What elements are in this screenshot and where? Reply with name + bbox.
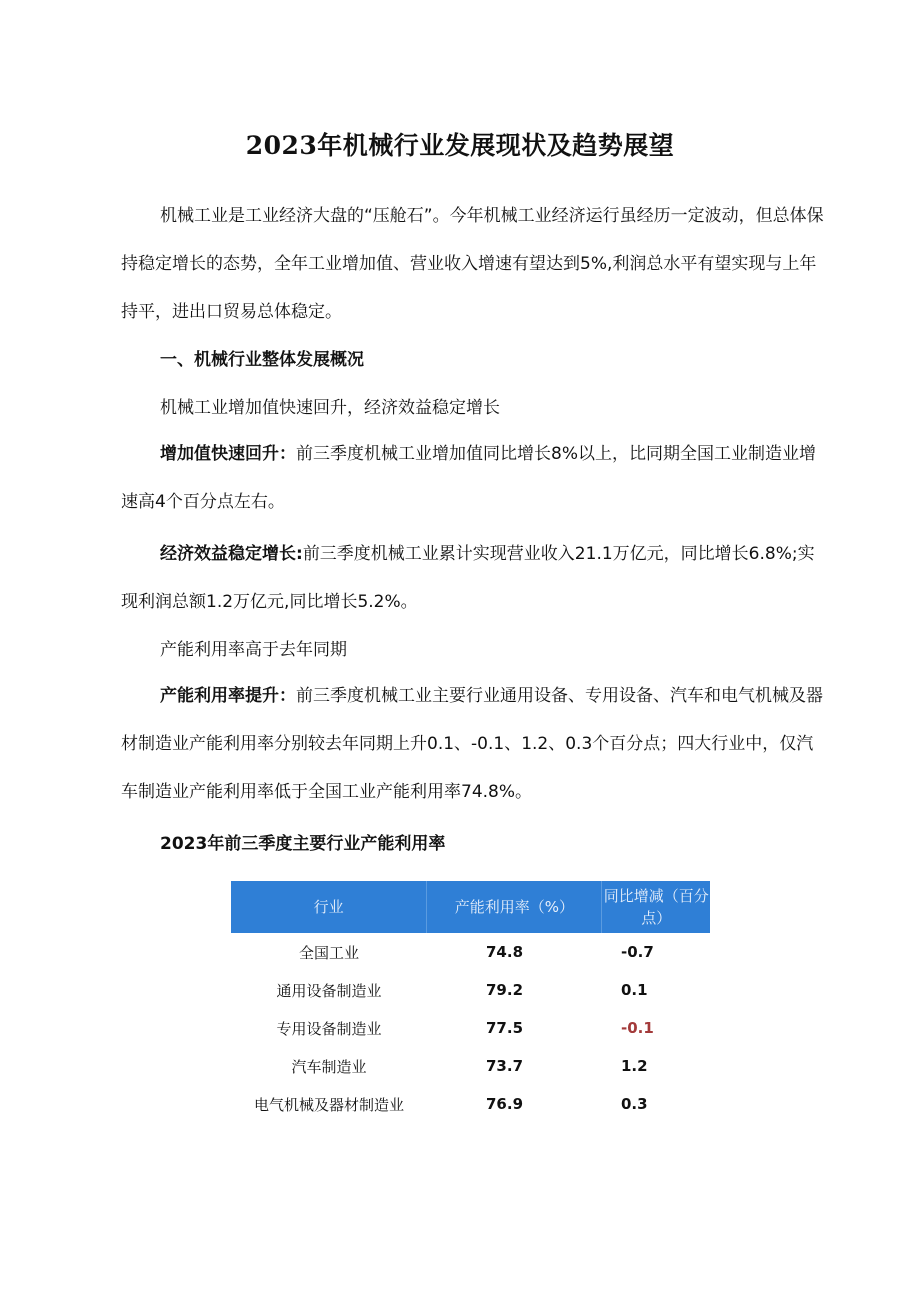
cell-industry: 汽车制造业 [291,1057,367,1076]
cell-change: -0.7 [621,943,654,961]
subheading-value-added: 机械工业增加值快速回升，经济效益稳定增长 [160,398,500,418]
cell-change: 1.2 [621,1057,648,1075]
cell-rate: 76.9 [486,1095,524,1113]
header-change: 同比增减（百分点） [603,887,709,927]
cell-industry: 电气机械及器材制造业 [253,1095,404,1114]
cell-change: 0.1 [621,981,648,999]
capacity-table [231,881,710,1123]
cell-rate: 79.2 [486,981,524,999]
table-header [231,881,710,933]
table-row [231,1085,710,1123]
lead-value-added: 增加值快速回升： [160,444,296,464]
section-heading: 一、机械行业整体发展概况 [160,350,364,370]
table-row [231,1009,710,1047]
cell-industry: 专用设备制造业 [276,1019,382,1038]
cell-rate: 74.8 [486,943,524,961]
cell-rate: 77.5 [486,1019,524,1037]
table-row [231,1047,710,1085]
table-row [231,933,710,971]
cell-change: 0.3 [621,1095,648,1113]
page-title: 2023年机械行业发展现状及趋势展望 [245,131,675,160]
table-row [231,971,710,1009]
text-value-added: 前三季度机械工业增加值同比增长8%以上，比同期全国工业制造业增速高4个百分点左右。 [121,444,816,512]
table-title: 2023年前三季度主要行业产能利用率 [160,834,446,854]
cell-rate: 73.7 [486,1057,524,1075]
cell-change: -0.1 [621,1019,654,1037]
text-capacity: 前三季度机械工业主要行业通用设备、专用设备、汽车和电气机械及器材制造业产能利用率分别较去年同期上升0.1、-0.1、1.2、0.3个百分点；四大行业中，仅汽车制造业产能利用率低于全国工业产能利用率74.8%。 [121,686,823,802]
paragraph-capacity [121,672,827,816]
text-economic-benefit: 前三季度机械工业累计实现营业收入21.1万亿元，同比增长6.8%;实现利润总额1.2万亿元,同比增长5.2%。 [121,544,815,612]
paragraph-economic-benefit [121,530,827,626]
lead-economic-benefit: 经济效益稳定增长: [160,544,303,564]
lead-capacity: 产能利用率提升： [160,686,296,706]
header-industry: 行业 [231,881,427,933]
intro-paragraph: 机械工业是工业经济大盘的“压舱石”。今年机械工业经济运行虽经历一定波动，但总体保持稳定增长的态势，全年工业增加值、营业收入增速有望达到5%,利润总水平有望实现与上年持平，进出口贸易总体稳定。 [121,206,824,322]
cell-industry: 通用设备制造业 [276,981,382,1000]
cell-industry: 全国工业 [298,943,359,962]
subheading-capacity: 产能利用率高于去年同期 [160,640,347,660]
header-rate: 产能利用率（%） [427,881,602,933]
paragraph-value-added [121,430,827,526]
